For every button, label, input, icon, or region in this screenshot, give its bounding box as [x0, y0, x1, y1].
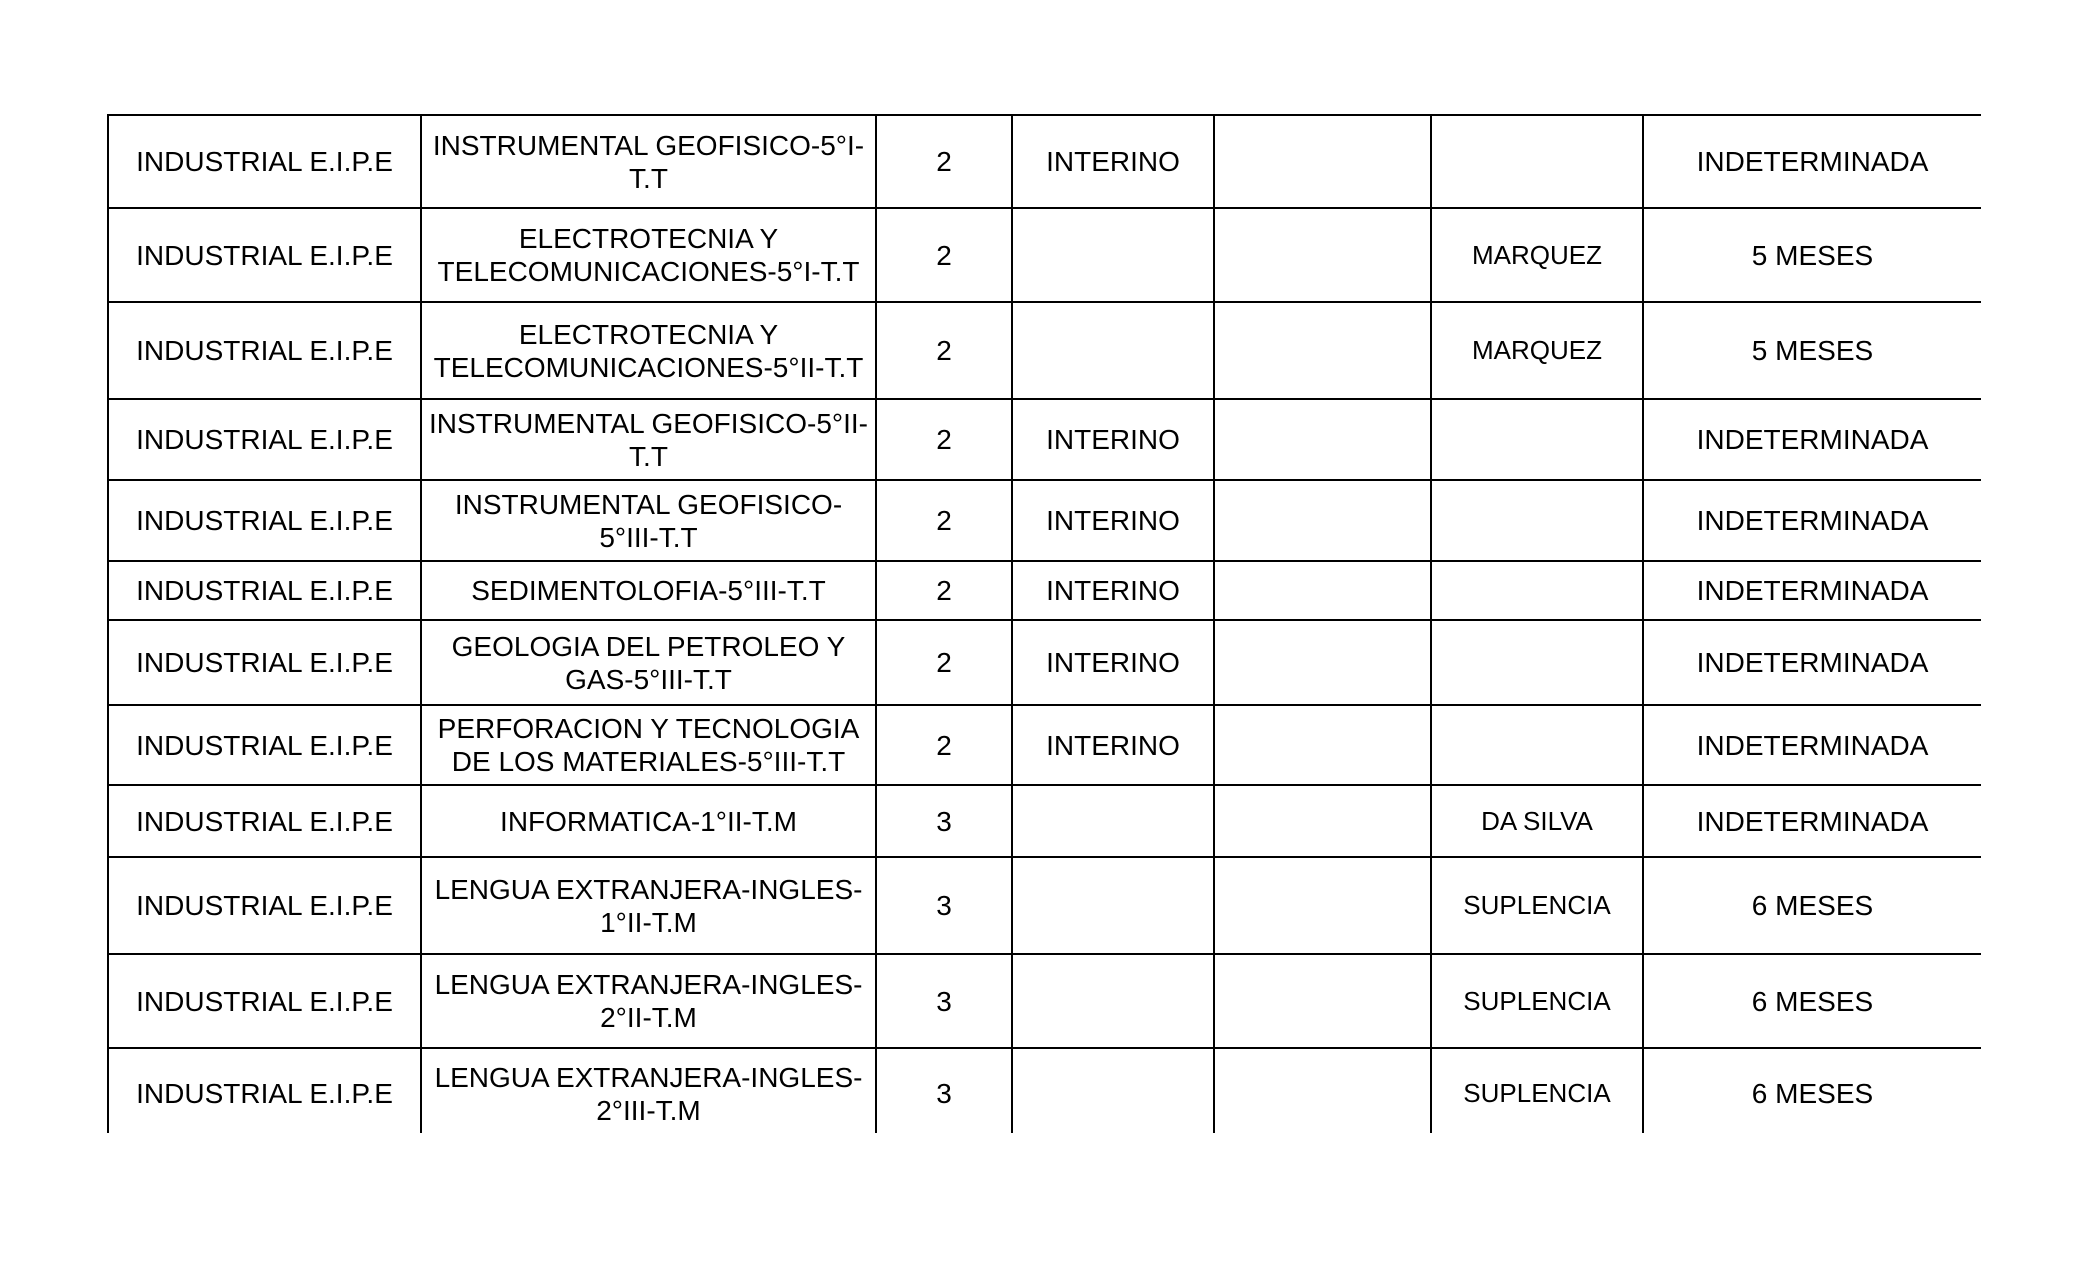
table-row — [108, 208, 1981, 302]
cell-hours: 3 — [876, 954, 1012, 1048]
table-row — [108, 561, 1981, 620]
cell-status: INTERINO — [1012, 705, 1214, 785]
cell-school: INDUSTRIAL E.I.P.E — [108, 208, 421, 302]
cell-hours: 2 — [876, 115, 1012, 208]
cell-status — [1012, 302, 1214, 399]
cell-teacher — [1214, 480, 1431, 561]
cell-status — [1012, 954, 1214, 1048]
table-container — [107, 114, 1981, 1133]
cell-subject: INFORMATICA-1°II-T.M — [421, 785, 876, 857]
cell-duration: INDETERMINADA — [1643, 480, 1981, 561]
cell-subject: INSTRUMENTAL GEOFISICO-5°II-T.T — [421, 399, 876, 480]
cell-status — [1012, 857, 1214, 954]
cell-hours: 2 — [876, 480, 1012, 561]
cell-subject: PERFORACION Y TECNOLOGIA DE LOS MATERIALES-5°III-T.T — [421, 705, 876, 785]
cell-teacher — [1214, 620, 1431, 705]
cell-school: INDUSTRIAL E.I.P.E — [108, 1048, 421, 1133]
table-row — [108, 857, 1981, 954]
cell-status: INTERINO — [1012, 399, 1214, 480]
cell-hours: 2 — [876, 208, 1012, 302]
cell-duration: 6 MESES — [1643, 954, 1981, 1048]
cell-reason — [1431, 620, 1643, 705]
cell-reason: SUPLENCIA — [1431, 857, 1643, 954]
cell-subject: GEOLOGIA DEL PETROLEO Y GAS-5°III-T.T — [421, 620, 876, 705]
cell-reason: DA SILVA — [1431, 785, 1643, 857]
cell-teacher — [1214, 302, 1431, 399]
cell-school: INDUSTRIAL E.I.P.E — [108, 399, 421, 480]
cell-teacher — [1214, 399, 1431, 480]
cell-status: INTERINO — [1012, 480, 1214, 561]
table-row — [108, 115, 1981, 208]
cell-school: INDUSTRIAL E.I.P.E — [108, 620, 421, 705]
cell-duration: INDETERMINADA — [1643, 115, 1981, 208]
cell-reason: MARQUEZ — [1431, 302, 1643, 399]
cell-subject: ELECTROTECNIA Y TELECOMUNICACIONES-5°II-T.T — [421, 302, 876, 399]
table-row — [108, 1048, 1981, 1133]
cell-teacher — [1214, 705, 1431, 785]
cell-status: INTERINO — [1012, 115, 1214, 208]
cell-teacher — [1214, 857, 1431, 954]
cell-school: INDUSTRIAL E.I.P.E — [108, 561, 421, 620]
table-row — [108, 302, 1981, 399]
table-row — [108, 705, 1981, 785]
cell-hours: 2 — [876, 705, 1012, 785]
cell-teacher — [1214, 561, 1431, 620]
cell-duration: INDETERMINADA — [1643, 399, 1981, 480]
cell-subject: LENGUA EXTRANJERA-INGLES-1°II-T.M — [421, 857, 876, 954]
cell-hours: 2 — [876, 620, 1012, 705]
cell-hours: 2 — [876, 399, 1012, 480]
cell-teacher — [1214, 208, 1431, 302]
cell-subject: ELECTROTECNIA Y TELECOMUNICACIONES-5°I-T.T — [421, 208, 876, 302]
cell-subject: LENGUA EXTRANJERA-INGLES-2°III-T.M — [421, 1048, 876, 1133]
table-row — [108, 399, 1981, 480]
cell-duration: 5 MESES — [1643, 208, 1981, 302]
cell-subject: SEDIMENTOLOFIA-5°III-T.T — [421, 561, 876, 620]
cell-reason: SUPLENCIA — [1431, 1048, 1643, 1133]
cell-duration: INDETERMINADA — [1643, 785, 1981, 857]
cell-duration: 6 MESES — [1643, 857, 1981, 954]
cell-status: INTERINO — [1012, 561, 1214, 620]
cell-school: INDUSTRIAL E.I.P.E — [108, 705, 421, 785]
cell-hours: 3 — [876, 1048, 1012, 1133]
cell-subject: LENGUA EXTRANJERA-INGLES-2°II-T.M — [421, 954, 876, 1048]
cell-reason: MARQUEZ — [1431, 208, 1643, 302]
cell-status: INTERINO — [1012, 620, 1214, 705]
cell-status — [1012, 208, 1214, 302]
cell-teacher — [1214, 115, 1431, 208]
cell-teacher — [1214, 954, 1431, 1048]
cell-school: INDUSTRIAL E.I.P.E — [108, 480, 421, 561]
cell-reason — [1431, 115, 1643, 208]
cell-reason — [1431, 399, 1643, 480]
cell-school: INDUSTRIAL E.I.P.E — [108, 302, 421, 399]
table-row — [108, 480, 1981, 561]
cell-subject: INSTRUMENTAL GEOFISICO-5°III-T.T — [421, 480, 876, 561]
cell-duration: INDETERMINADA — [1643, 561, 1981, 620]
cell-status — [1012, 1048, 1214, 1133]
cell-school: INDUSTRIAL E.I.P.E — [108, 954, 421, 1048]
cell-teacher — [1214, 1048, 1431, 1133]
table-row — [108, 785, 1981, 857]
cell-hours: 3 — [876, 857, 1012, 954]
cell-hours: 3 — [876, 785, 1012, 857]
cell-status — [1012, 785, 1214, 857]
cell-duration: INDETERMINADA — [1643, 620, 1981, 705]
cell-school: INDUSTRIAL E.I.P.E — [108, 115, 421, 208]
data-table — [107, 114, 1981, 1133]
cell-teacher — [1214, 785, 1431, 857]
cell-reason — [1431, 480, 1643, 561]
cell-reason — [1431, 561, 1643, 620]
cell-duration: INDETERMINADA — [1643, 705, 1981, 785]
cell-school: INDUSTRIAL E.I.P.E — [108, 857, 421, 954]
cell-hours: 2 — [876, 302, 1012, 399]
cell-reason — [1431, 705, 1643, 785]
table-row — [108, 954, 1981, 1048]
cell-hours: 2 — [876, 561, 1012, 620]
cell-subject: INSTRUMENTAL GEOFISICO-5°I-T.T — [421, 115, 876, 208]
cell-duration: 6 MESES — [1643, 1048, 1981, 1133]
table-row — [108, 620, 1981, 705]
cell-duration: 5 MESES — [1643, 302, 1981, 399]
cell-reason: SUPLENCIA — [1431, 954, 1643, 1048]
cell-school: INDUSTRIAL E.I.P.E — [108, 785, 421, 857]
